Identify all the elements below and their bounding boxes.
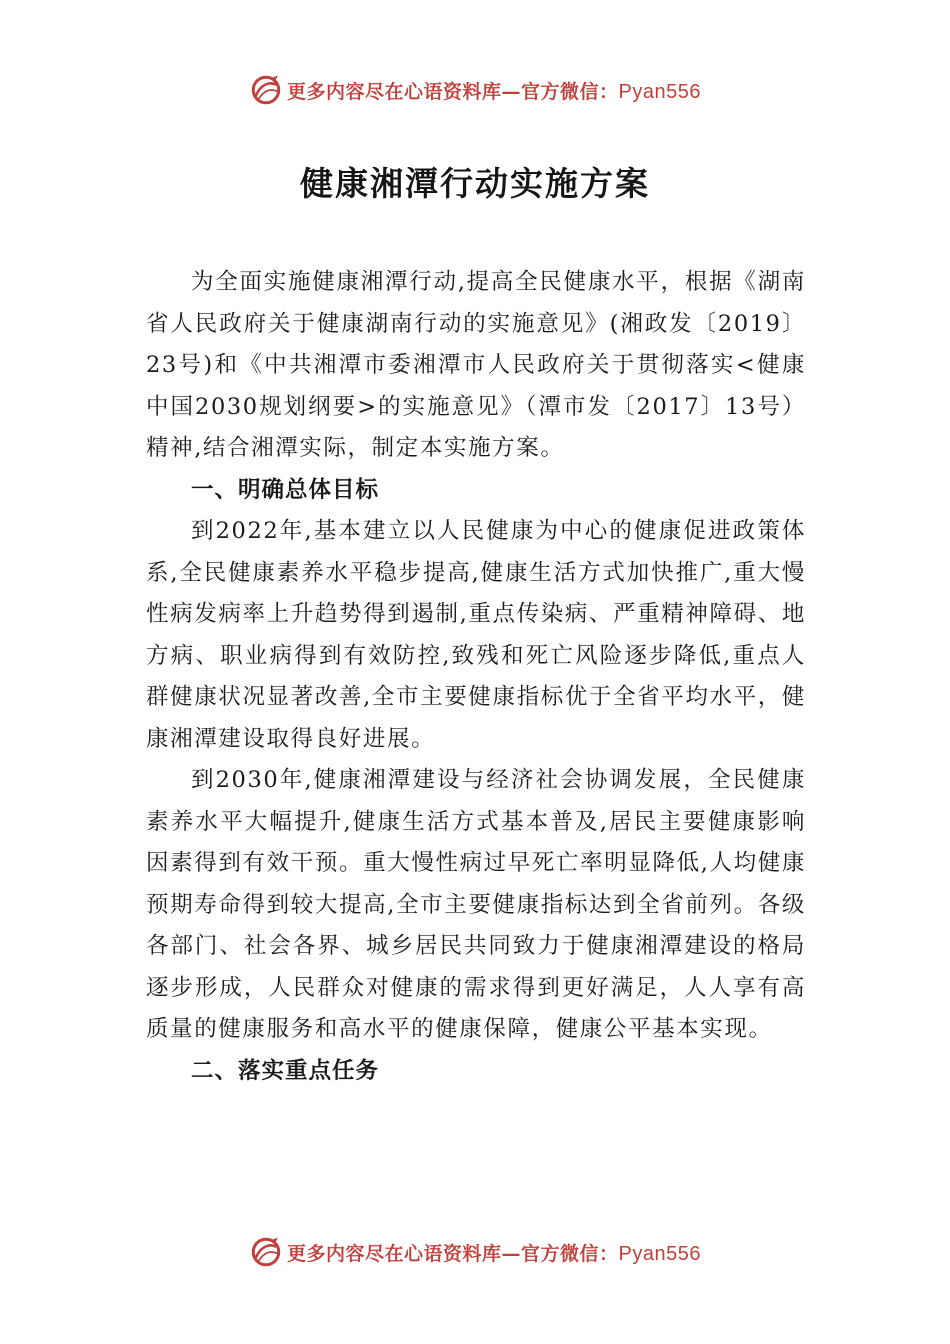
- goal-2030-paragraph: 到2030年,健康湘潭建设与经济社会协调发展，全民健康素养水平大幅提升,健康生活方式基本普及,居民主要健康影响因素得到有效干预。重大慢性病过早死亡率明显降低,人均健康预期寿命得到较大提高,全市主要健康指标达到全省前列。各级各部门、社会各界、城乡居民共同致力于健康湘潭建设的格局逐步形成，人民群众对健康的需求得到更好满足，人人享有高质量的健康服务和高水平的健康保障，健康公平基本实现。: [146, 767, 806, 1042]
- goal-2022-paragraph: 到2022年,基本建立以人民健康为中心的健康促进政策体系,全民健康素养水平稳步提高,健康生活方式加快推广,重大慢性病发病率上升趋势得到遏制,重点传染病、严重精神障碍、地方病、职业病得到有效防控,致残和死亡风险逐步降低,重点人群健康状况显著改善,全市主要健康指标优于全省平均水平，健康湘潭建设取得良好进展。: [146, 518, 806, 752]
- footer-banner: [0, 1232, 950, 1272]
- section-heading-1: 一、明确总体目标: [191, 476, 380, 503]
- wechat-account: Pyan556: [618, 80, 701, 103]
- banner-label: 更多内容尽在心语资料库—官方微信：: [287, 1242, 619, 1265]
- banner-label: 更多内容尽在心语资料库—官方微信：: [287, 80, 619, 103]
- wechat-account: Pyan556: [618, 1242, 701, 1265]
- intro-paragraph: 为全面实施健康湘潭行动,提高全民健康水平，根据《湖南省人民政府关于健康湖南行动的实施意见》(湘政发〔2019〕23号)和《中共湘潭市委湘潭市人民政府关于贯彻落实<健康中国2030规划纲要>的实施意见》（潭市发〔2017〕13号）精神,结合湘潭实际，制定本实施方案。: [146, 269, 806, 461]
- header-banner: [0, 70, 950, 110]
- section-heading-2: 二、落实重点任务: [191, 1057, 380, 1084]
- banner-text: [287, 1239, 701, 1266]
- page-title: 健康湘潭行动实施方案: [300, 164, 650, 203]
- document-body: [146, 262, 806, 1092]
- banner-text: [287, 77, 701, 104]
- swirl-logo-icon: [249, 73, 283, 107]
- swirl-logo-icon: [249, 1235, 283, 1269]
